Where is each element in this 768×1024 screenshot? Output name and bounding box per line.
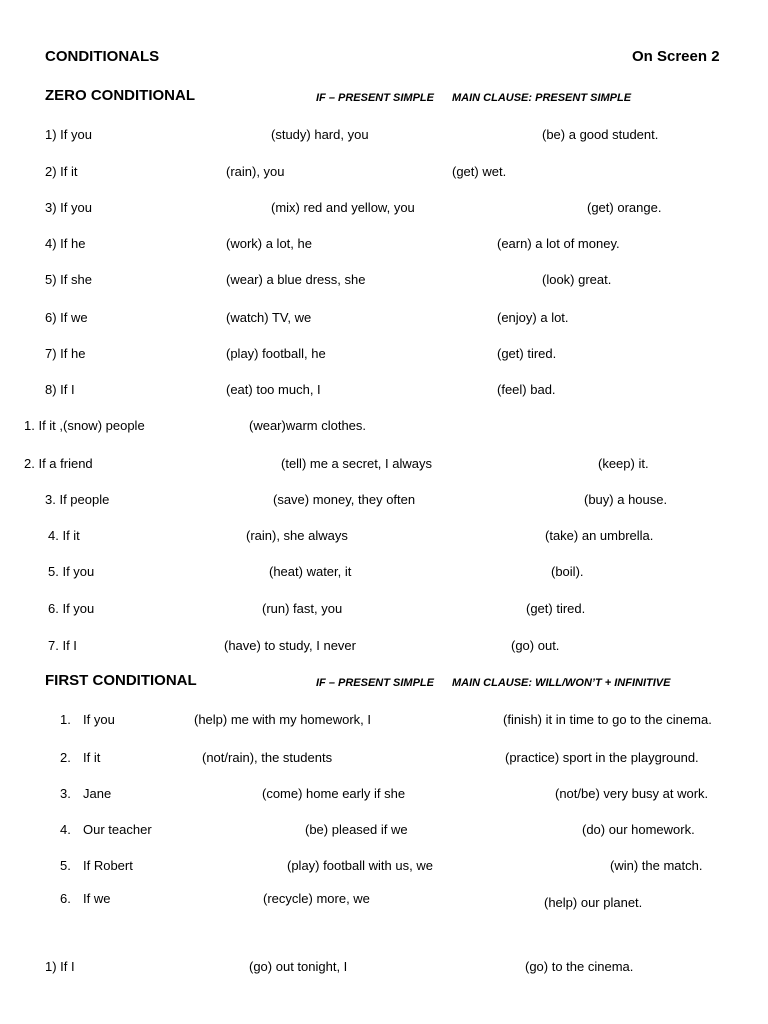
exercise-subject: 5. If you [48, 564, 95, 579]
exercise-number: 4. [60, 822, 71, 837]
exercise-number: 2. [60, 750, 71, 765]
exercise-main-clause: (practice) sport in the playground. [505, 750, 699, 765]
exercise-if-clause: (play) football with us, we [287, 858, 433, 873]
exercise-subject: 7) If he [45, 346, 86, 361]
first-conditional-heading: FIRST CONDITIONAL [45, 672, 197, 689]
document-title: CONDITIONALS [45, 48, 160, 65]
exercise-if-clause: (work) a lot, he [226, 236, 312, 251]
exercise-main-clause: (get) tired. [526, 601, 586, 616]
exercise-subject: Jane [83, 786, 112, 801]
exercise-subject: 7. If I [48, 638, 77, 653]
exercise-if-clause: (help) me with my homework, I [194, 712, 371, 727]
exercise-main-clause: (wear)warm clothes. [249, 418, 367, 433]
exercise-if-clause: (not/rain), the students [202, 750, 333, 765]
exercise-subject: Our teacher [83, 822, 152, 837]
exercise-subject: 1. If it ,(snow) people [24, 418, 145, 433]
exercise-if-clause: (rain), she always [246, 528, 348, 543]
exercise-main-clause: (buy) a house. [584, 492, 668, 507]
exercise-number: 5. [60, 858, 71, 873]
exercise-if-clause: (play) football, he [226, 346, 326, 361]
zero-main-clause-rule: MAIN CLAUSE: PRESENT SIMPLE [452, 92, 632, 104]
exercise-subject: 3. If people [45, 492, 110, 507]
exercise-number: 1. [60, 712, 71, 727]
exercise-main-clause: (win) the match. [610, 858, 703, 873]
exercise-main-clause: (earn) a lot of money. [497, 236, 620, 251]
exercise-subject: 2) If it [45, 164, 78, 179]
exercise-if-clause: (mix) red and yellow, you [271, 200, 415, 215]
exercise-subject: 4) If he [45, 236, 86, 251]
exercise-if-clause: (study) hard, you [271, 127, 369, 142]
exercise-if-clause: (watch) TV, we [226, 310, 312, 325]
exercise-subject: 3) If you [45, 200, 92, 215]
exercise-number: 6. [60, 891, 71, 906]
zero-if-rule: IF – PRESENT SIMPLE [316, 92, 434, 104]
first-main-clause-rule: MAIN CLAUSE: WILL/WON’T + INFINITIVE [452, 677, 671, 689]
exercise-subject: 5) If she [45, 272, 92, 287]
exercise-if-clause: (eat) too much, I [226, 382, 321, 397]
exercise-subject: If we [83, 891, 111, 906]
exercise-main-clause: (keep) it. [598, 456, 649, 471]
exercise-if-clause: (tell) me a secret, I always [281, 456, 432, 471]
exercise-subject: 1) If you [45, 127, 92, 142]
exercise-main-clause: (go) to the cinema. [525, 959, 634, 974]
exercise-if-clause: (have) to study, I never [224, 638, 356, 653]
exercise-subject: 6) If we [45, 310, 88, 325]
exercise-main-clause: (do) our homework. [582, 822, 695, 837]
exercise-main-clause: (enjoy) a lot. [497, 310, 569, 325]
exercise-if-clause: (rain), you [226, 164, 285, 179]
exercise-if-clause: (save) money, they often [273, 492, 416, 507]
exercise-subject: If it [83, 750, 101, 765]
exercise-subject: 6. If you [48, 601, 95, 616]
exercise-main-clause: (boil). [551, 564, 584, 579]
exercise-if-clause: (come) home early if she [262, 786, 406, 801]
exercise-main-clause: (look) great. [542, 272, 612, 287]
exercise-if-clause: (recycle) more, we [263, 891, 370, 906]
exercise-main-clause: (help) our planet. [544, 895, 643, 910]
exercise-main-clause: (get) tired. [497, 346, 557, 361]
exercise-subject: 4. If it [48, 528, 80, 543]
exercise-subject: If Robert [83, 858, 133, 873]
exercise-subject: If you [83, 712, 115, 727]
exercise-if-clause: (run) fast, you [262, 601, 343, 616]
exercise-if-clause: (wear) a blue dress, she [226, 272, 366, 287]
exercise-if-clause: (heat) water, it [269, 564, 352, 579]
exercise-main-clause: (get) orange. [587, 200, 662, 215]
exercise-if-clause: (go) out tonight, I [249, 959, 348, 974]
first-if-rule: IF – PRESENT SIMPLE [316, 677, 434, 689]
exercise-number: 3. [60, 786, 71, 801]
exercise-subject: 2. If a friend [24, 456, 93, 471]
exercise-if-clause: (be) pleased if we [305, 822, 408, 837]
exercise-main-clause: (be) a good student. [542, 127, 659, 142]
zero-conditional-heading: ZERO CONDITIONAL [45, 87, 195, 104]
exercise-main-clause: (go) out. [511, 638, 560, 653]
book-name: On Screen 2 [632, 48, 720, 65]
exercise-main-clause: (not/be) very busy at work. [555, 786, 709, 801]
exercise-subject: 1) If I [45, 959, 75, 974]
exercise-main-clause: (feel) bad. [497, 382, 556, 397]
exercise-main-clause: (get) wet. [452, 164, 507, 179]
exercise-main-clause: (take) an umbrella. [545, 528, 654, 543]
exercise-main-clause: (finish) it in time to go to the cinema. [503, 712, 712, 727]
exercise-subject: 8) If I [45, 382, 75, 397]
